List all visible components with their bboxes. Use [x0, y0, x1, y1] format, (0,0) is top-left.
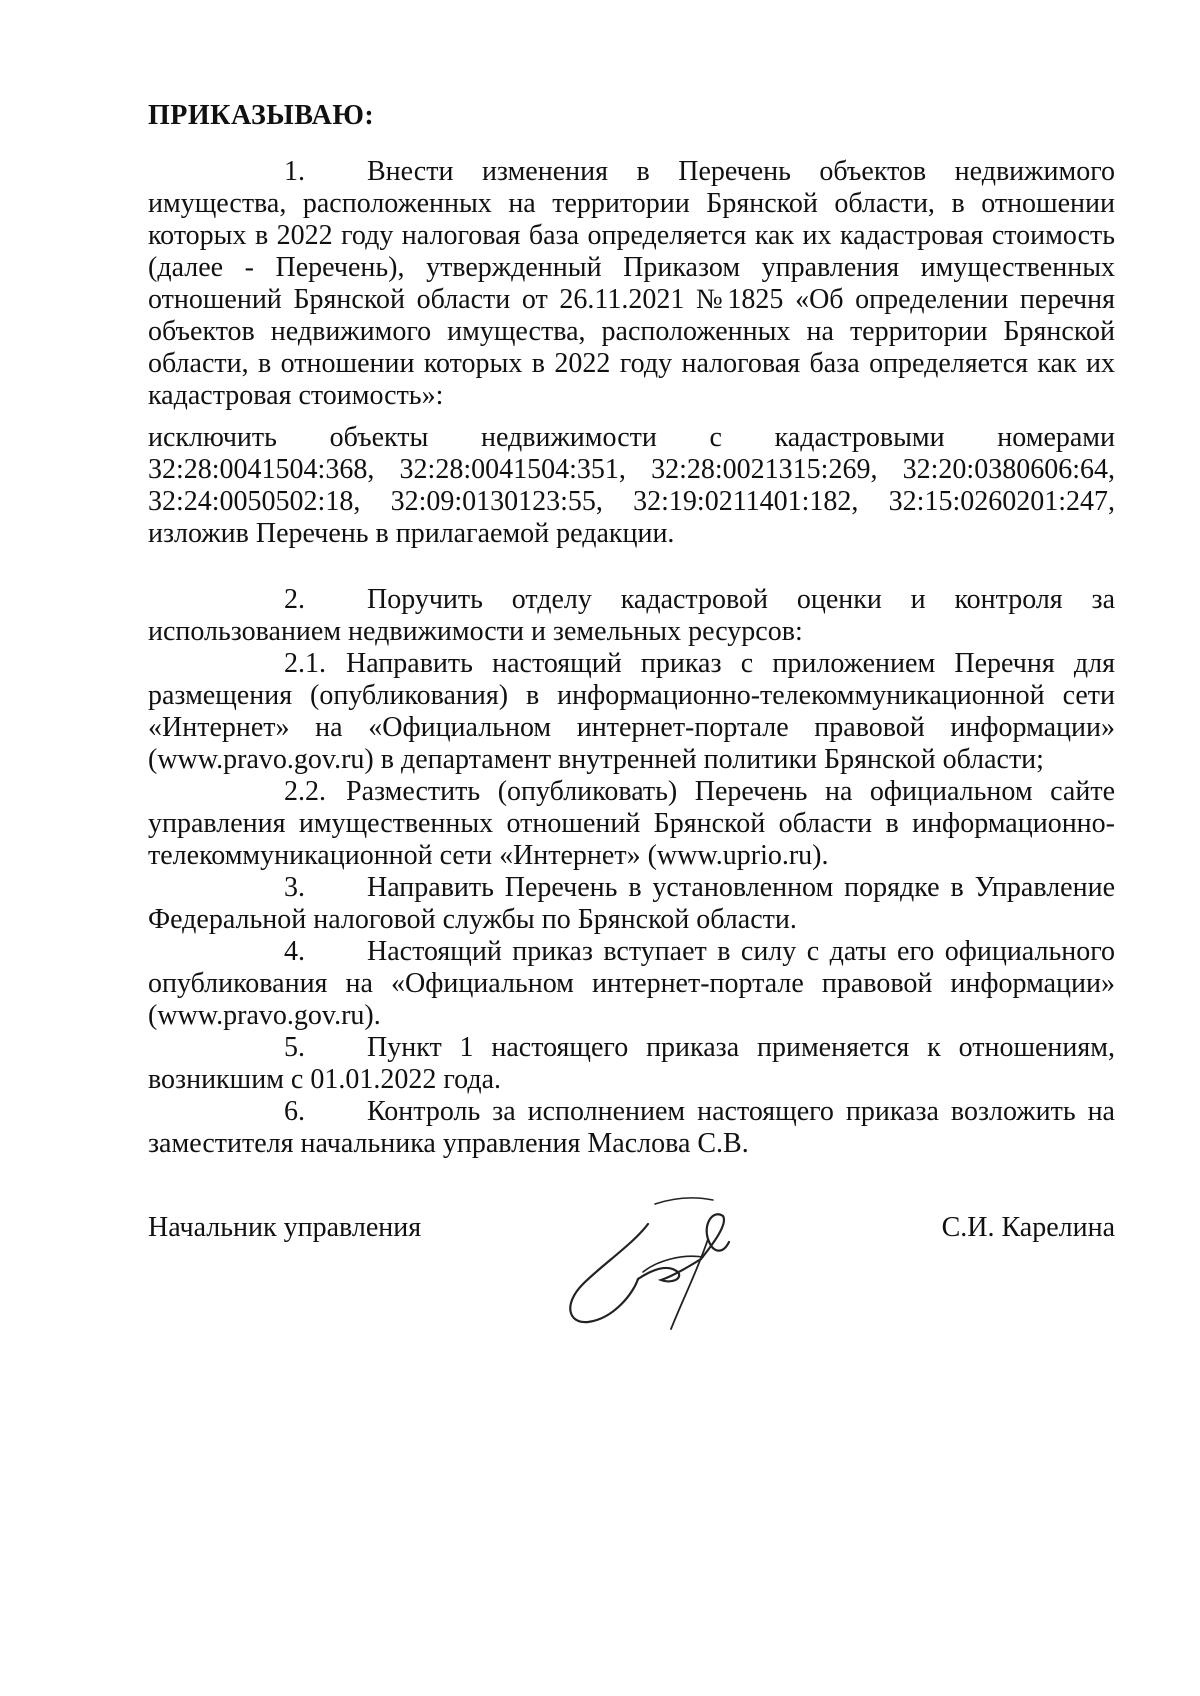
- item-5-text: Пункт 1 настоящего приказа применяется к отношениям, возникшим с 01.01.2022 года.: [148, 1032, 1115, 1095]
- item-1-text: Внести изменения в Перечень объектов недвижимого имущества, расположенных на территории Брянской области, в отношении которых в 2022 году налоговая база определяется как их кадастровая стоимость (далее - Перечень), утвержденный Приказом управления имущественных отношений Брянской области от 26.11.2021 №1825 «Об определении перечня объектов недвижимого имущества, расположенных на территории Брянской области, в отношении которых в 2022 году налоговая база определяется как их кадастровая стоимость»:: [148, 156, 1115, 411]
- item-4-number: 4.: [284, 936, 305, 967]
- item-2-text: Поручить отделу кадастровой оценки и контроля за использованием недвижимости и земельных ресурсов:: [148, 584, 1115, 647]
- signatory-name: С.И. Карелина: [941, 1212, 1115, 1243]
- item-1-number: 1.: [284, 156, 305, 187]
- item-1-exclusion: [148, 422, 1115, 550]
- item-1-exclusion-text: исключить объекты недвижимости с кадастровыми номерами 32:28:0041504:368, 32:28:0041504:351, 32:28:0021315:269, 32:20:0380606:64, 32:24:0050502:18, 32:09:0130123:55, 32:19:0211401:182, 32:15:0260201:247, изложив Перечень в прилагаемой редакции.: [148, 422, 1115, 549]
- item-2-2: [148, 776, 1115, 872]
- item-3-number: 3.: [284, 872, 305, 903]
- item-3: [148, 872, 1115, 936]
- item-5-number: 5.: [284, 1032, 305, 1063]
- item-2-1-text: Направить настоящий приказ с приложением Перечня для размещения (опубликования) в информационно-телекоммуникационной сети «Интернет» на «Официальном интернет-портале правовой информации» (www.pravo.gov.ru) в департамент внутренней политики Брянской области;: [148, 648, 1115, 775]
- item-4: [148, 936, 1115, 1032]
- item-2: [148, 584, 1115, 648]
- item-6-number: 6.: [284, 1096, 305, 1127]
- handwritten-signature: [543, 1184, 773, 1334]
- item-5: [148, 1032, 1115, 1096]
- item-2-2-number: 2.2.: [284, 776, 326, 807]
- item-2-2-text: Разместить (опубликовать) Перечень на официальном сайте управления имущественных отношений Брянской области в информационно-телекоммуникационной сети «Интернет» (www.uprio.ru).: [148, 776, 1115, 871]
- document-page: [148, 100, 1115, 1344]
- item-1: [148, 156, 1115, 412]
- item-4-text: Настоящий приказ вступает в силу с даты его официального опубликования на «Официальном интернет-портале правовой информации» (www.pravo.gov.ru).: [148, 936, 1115, 1031]
- order-heading: ПРИКАЗЫВАЮ:: [148, 100, 375, 131]
- signatory-position: Начальник управления: [148, 1212, 422, 1243]
- item-6: [148, 1096, 1115, 1160]
- item-2-1-number: 2.1.: [284, 648, 326, 679]
- item-2-1: [148, 648, 1115, 776]
- signature-block: [148, 1204, 1115, 1344]
- item-6-text: Контроль за исполнением настоящего приказа возложить на заместителя начальника управления Маслова С.В.: [148, 1096, 1115, 1159]
- item-3-text: Направить Перечень в установленном порядке в Управление Федеральной налоговой службы по Брянской области.: [148, 872, 1115, 935]
- item-2-number: 2.: [284, 584, 305, 615]
